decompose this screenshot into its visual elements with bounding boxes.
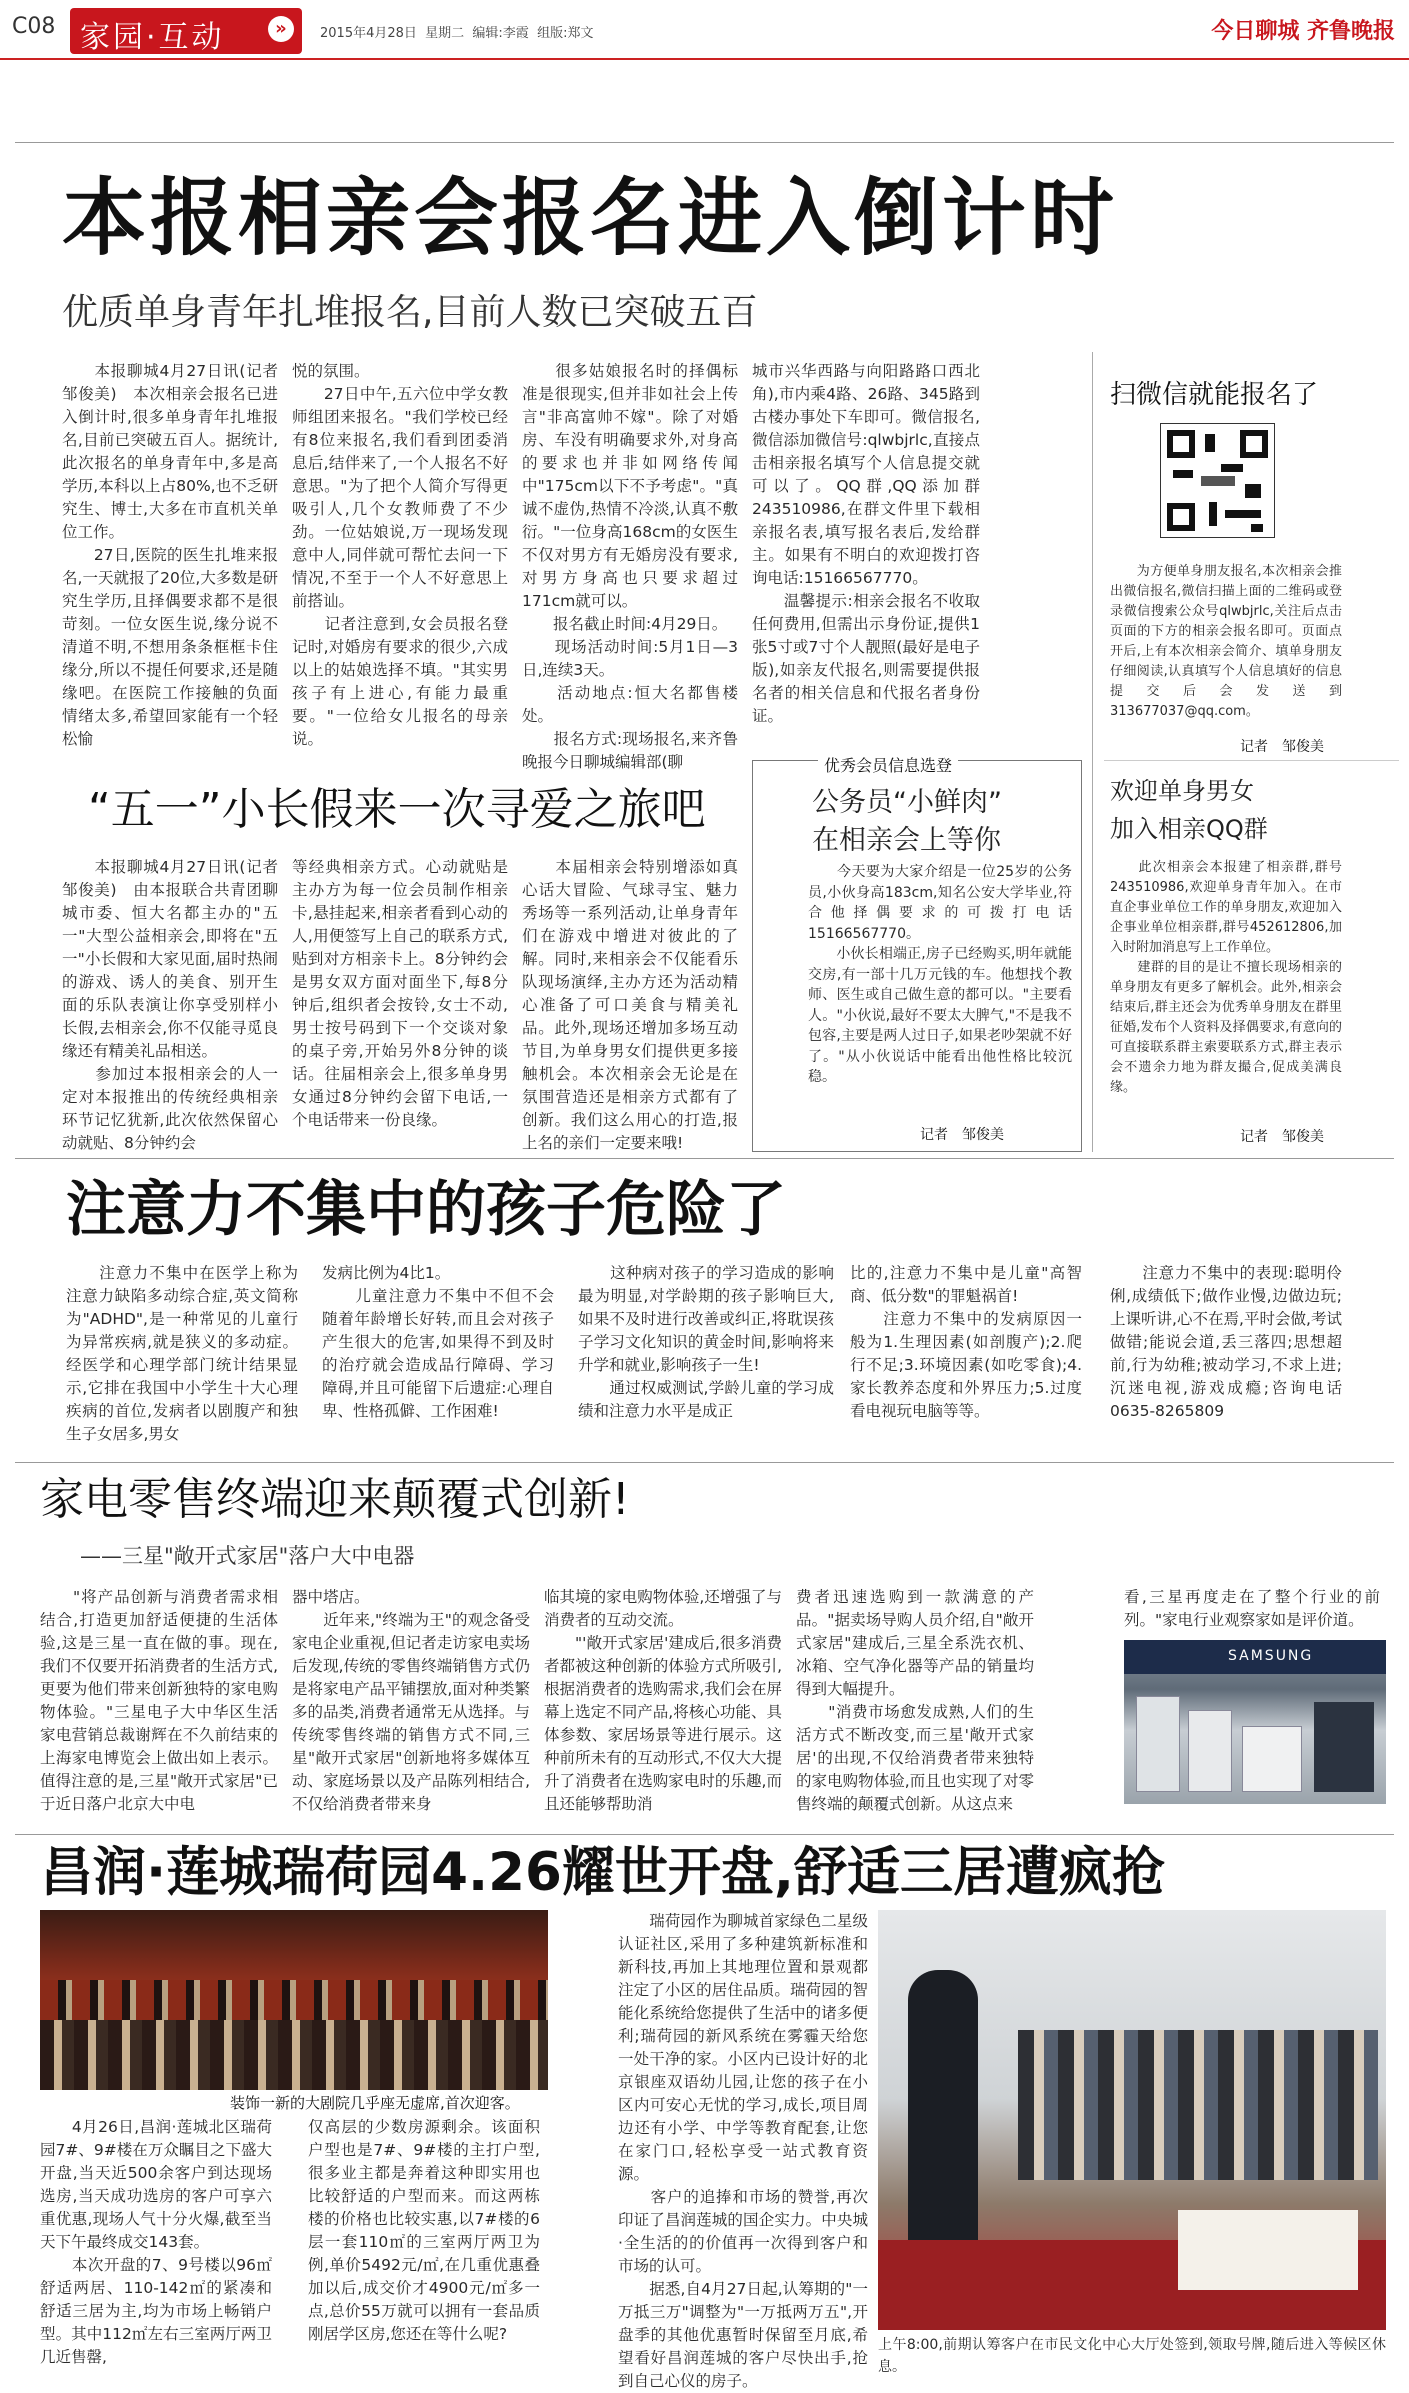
sidebar-rule <box>1092 352 1093 1152</box>
page-number: C08 <box>12 14 56 39</box>
caption-2: 上午8:00,前期认筹客户在市民文化中心大厅处签到,领取号牌,随后进入等候区休息。 <box>878 2337 1386 2375</box>
side2-byline: 记者 邹俊美 <box>1240 1129 1324 1145</box>
a4-col-3: 临其境的家电购物体验,还增强了与消费者的互动交流。 "'敞开式家居'建成后,很多消费者都被这种创新的体验方式所吸引,根据消费者的选购需求,我们会在屏幕上选定不同产品,将核心功能、具体参数、家居场景等进行展示。这种前所未有的互动形式,不仅大大提升了消费者在选购家电时的乐趣,而且还能够帮助消 <box>544 1588 782 1813</box>
side1-byline: 记者 邹俊美 <box>1240 739 1324 755</box>
side2-title: 欢迎单身男女 加入相亲QQ群 <box>1110 777 1268 843</box>
side1-body: 为方便单身朋友报名,本次相亲会推出微信报名,微信扫描上面的二维码或登录微信搜索公众号qlwbjrlc,关注后点击页面的下方的相亲会报名即可。页面点开后,上有本次相亲会简介、填单身朋友仔细阅读,认真填写个人信息填好的信息提交后会发送到313677037@qq.com。 <box>1110 564 1342 719</box>
side2-body: 此次相亲会本报建了相亲群,群号243510986,欢迎单身青年加入。在市直企事业单位工作的单身朋友,欢迎加入企事业单位相亲群,群号452612806,加入时附加消息写上工作单位。 建群的目的是让不擅长现场相亲的单身朋友有更多了解机会。此外,相亲会结束后,群主还会为优秀单身朋友在群里征婚,发布个人资料及择偶要求,有意向的可直接联系群主索要联系方式,群主表示会不遗余力地为群友撮合,促成美满良缘。 <box>1110 860 1342 1095</box>
headline-3: 注意力不集中的孩子危险了 <box>66 1175 786 1245</box>
a1-col-2: 悦的氛围。 27日中午,五六位中学女教师组团来报名。"我们学校已经有8位来报名,我们看到团委消息后,结伴来了,一个人报名不好意思。"为了把个人简介写得更吸引人,几个女教师费了不少劲。一位姑娘说,万一现场发现意中人,同伴就可帮忙去问一下情况,不至于一个人不好意思上前搭讪。 记者注意到,女会员报名登记时,对婚房有要求的很少,六成以上的姑娘选择不填。"其实男孩子有上进心,有能力最重要。"一位给女儿报名的母亲说。 <box>292 362 508 748</box>
a3-col-2: 发病比例为4比1。 儿童注意力不集中不但不会随着年龄增长好转,而且会对孩子产生很大的危害,如果得不到及时的治疗就会造成品行障碍、学习障碍,并且可能留下后遗症:心理自卑、性格孤僻、工作困难! <box>322 1264 554 1420</box>
theater-photo <box>40 1910 548 2090</box>
section-tag <box>70 8 302 54</box>
headline-1: 本报相亲会报名进入倒计时 <box>62 169 1119 267</box>
a4-col-4: 费者迅速选购到一款满意的产品。"据卖场导购人员介绍,自"敞开式家居"建成后,三星全系洗衣机、冰箱、空气净化器等产品的销量均得到大幅提升。 "消费市场愈发成熟,人们的生活方式不断改变,而三星'敞开式家居'的出现,不仅给消费者带来独特的家电购物体验,而且也实现了对零售终端的颠覆式创新。从这点来 <box>796 1588 1034 1813</box>
a5-col-3: 瑞荷园作为聊城首家绿色二星级认证社区,采用了多种建筑新标准和新科技,再加上其地理位置和景观都注定了小区的居住品质。瑞荷园的智能化系统给您提供了生活中的诸多便利;瑞荷园的新风系统在雾霾天给您一处干净的家。小区内已设计好的北京银座双语幼儿园,让您的孩子在小区内可安心无忧的学习,成长,项目周边还有小学、中学等教育配套,让您在家门口,轻松享受一站式教育资源。 客户的追捧和市场的赞誉,再次印证了昌润莲城的国企实力。中央城·全生活的的价值再一次得到客户和市场的认可。 据悉,自4月27日起,认筹期的"一万抵三万"调整为"一万抵两万五",开盘季的其他优惠暂时保留至月底,希望看好昌润莲城的客户尽快出手,抢到自己心仪的房子。 <box>618 1912 868 2390</box>
a3-col-3: 这种病对孩子的学习造成的影响最为明显,对学龄期的孩子影响巨大,如果不及时进行改善或纠正,将耽误孩子学习文化知识的黄金时间,影响将来升学和就业,影响孩子一生! 通过权威测试,学龄儿童的学习成绩和注意力水平是成正 <box>578 1264 834 1420</box>
subhead-4: ——三星"敞开式家居"落户大中电器 <box>80 1544 415 1568</box>
headline-5: 昌润·莲城瑞荷园4.26耀世开盘,舒适三居遭疯抢 <box>40 1842 1166 1903</box>
double-chevron-right-icon: » <box>268 16 294 42</box>
a2-col-3: 本届相亲会特别增添如真心话大冒险、气球寻宝、魅力秀场等一系列活动,让单身青年们在游戏中增进对彼此的了解。同时,来相亲会不仅能看乐队现场演绎,主办方还为活动精心准备了可口美食与精美礼品。此外,现场还增加多场互动节目,为单身男女们提供更多接触机会。本次相亲会无论是在氛围营造还是相亲方式都有了创新。我们这么用心的打造,报上名的亲们一定要来哦! <box>522 858 738 1152</box>
showroom-photo <box>1124 1640 1386 1804</box>
a5-col-1: 4月26日,昌润·莲城北区瑞荷园7#、9#楼在万众瞩目之下盛大开盘,当天近500余客户到达现场选房,当天成功选房的客户可享六重优惠,现场人气十分火爆,截至当天下午最终成交143套。 本次开盘的7、9号楼以96㎡舒适两居、110-142㎡的紧凑和舒适三居为主,均为市场上畅销户型。其中112㎡左右三室两厅两卫几近售罄, <box>40 2118 272 2366</box>
headline-2: “五一”小长假来一次寻爱之旅吧 <box>88 784 706 835</box>
box-body: 今天要为大家介绍是一位25岁的公务员,小伙身高183cm,知名公安大学毕业,符合他择偶要求的可拨打电话15166567770。 小伙长相端正,房子已经购买,明年就能交房,有一部十几万元钱的车。他想找个教师、医生或自己做生意的都可以。"主要看人。"小伙说,最好不要太大脾气,"不是我不包容,主要是两人过日子,如果老吵架就不好了。"从小伙说话中能看出他性格比较沉稳。 <box>808 864 1072 1085</box>
brand-logo: 今日聊城 齐鲁晚报 <box>1211 18 1395 44</box>
a4-col-5: 看,三星再度走在了整个行业的前列。"家电行业观察家如是评价道。 <box>1124 1588 1380 1629</box>
headline-4: 家电零售终端迎来颠覆式创新! <box>40 1474 630 1525</box>
divider <box>15 1834 1394 1835</box>
box-title: 公务员“小鲜肉” 在相亲会上等你 <box>812 787 1002 856</box>
samsung-sign: SAMSUNG <box>1228 1648 1314 1664</box>
divider <box>15 1462 1394 1463</box>
a4-col-1: "将产品创新与消费者需求相结合,打造更加舒适便捷的生活体验,这是三星一直在做的事。现在,我们不仅要开拓消费者的生活方式,更要为他们带来创新独特的家电购物体验。"三星电子大中华区生活家电营销总裁谢辉在不久前结束的上海家电博览会上做出如上表示。值得注意的是,三星"敞开式家居"已于近日落户北京大中电 <box>40 1588 278 1813</box>
section-title: 家园·互动 <box>80 20 225 55</box>
lobby-photo <box>878 1910 1386 2330</box>
a2-col-2: 等经典相亲方式。心动就贴是主办方为每一位会员制作相亲卡,悬挂起来,相亲者看到心动的人,用便签写上自己的联系方式,贴到对方相亲卡上。8分钟约会是男女双方面对面坐下,每8分钟后,组织者会按铃,女士不动,男士按号码到下一个交谈对象的桌子旁,开始另外8分钟的谈话。往届相亲会上,很多单身男女通过8分钟约会留下电话,一个电话带来一份良缘。 <box>292 858 508 1129</box>
divider <box>15 142 1394 143</box>
a1-col-1: 本报聊城4月27日讯(记者 邹俊美) 本次相亲会报名已进入倒计时,很多单身青年扎堆报名,目前已突破五百人。据统计,此次报名的单身青年中,多是高学历,本科以上占80%,也不乏研究生、博士,大多在市直机关单位工作。 27日,医院的医生扎堆来报名,一天就报了20位,大多数是研究生学历,且择偶要求都不是很苛刻。一位女医生说,缘分说不清道不明,不想用条条框框卡住缘分,所以不提任何要求,还是随缘吧。在医院工作接触的负面情绪太多,希望回家能有一个轻松愉 <box>62 362 278 748</box>
box-label: 优秀会员信息选登 <box>818 753 958 776</box>
subhead-1: 优质单身青年扎堆报名,目前人数已突破五百 <box>62 292 758 333</box>
a2-col-1: 本报聊城4月27日讯(记者 邹俊美) 由本报联合共青团聊城市委、恒大名都主办的"五一"大型公益相亲会,即将在"五一"小长假和大家见面,届时热闹的游戏、诱人的美食、别开生面的乐队表演让你享受别样小长假,去相亲会,你不仅能寻觅良缘还有精美礼品相送。 参加过本报相亲会的人一定对本报推出的传统经典相亲环节记忆犹新,此次依然保留心动就贴、8分钟约会 <box>62 858 278 1152</box>
divider <box>15 1158 1394 1159</box>
caption-1: 装饰一新的大剧院几乎座无虚席,首次迎客。 <box>230 2094 520 2112</box>
a3-col-4: 比的,注意力不集中是儿童"高智商、低分数"的罪魁祸首! 注意力不集中的发病原因一般为1.生理因素(如剖腹产);2.爬行不足;3.环境因素(如吃零食);4.家长教养态度和外界压力;5.过度看电视玩电脑等等。 <box>850 1264 1082 1420</box>
a1-col-3: 很多姑娘报名时的择偶标准是很现实,但并非如社会上传言"非高富帅不嫁"。除了对婚房、车没有明确要求外,对身高的要求也并非如网络传闻中"175cm以下不予考虑"。"真诚不虚伪,热情不冷淡,认真不敷衍。"一位身高168cm的女医生不仅对男方有无婚房没有要求,对男方身高也只要求超过171cm就可以。 报名截止时间:4月29日。 现场活动时间:5月1日—3日,连续3天。 活动地点:恒大名都售楼处。 报名方式:现场报名,来齐鲁晚报今日聊城编辑部(聊 <box>522 362 738 771</box>
qr-code-icon[interactable] <box>1160 423 1275 538</box>
a3-col-5: 注意力不集中的表现:聪明伶俐,成绩低下;做作业慢,边做边玩;上课听讲,心不在焉,平时会做,考试做错;能说会道,丢三落四;思想超前,行为幼稚;被动学习,不求上进;沉迷电视,游戏成瘾;咨询电话0635-8265809 <box>1110 1264 1342 1420</box>
a5-col-2: 仅高层的少数房源剩余。该面积户型也是7#、9#楼的主打户型,很多业主都是奔着这种即实用也比较舒适的户型而来。而这两栋楼的价格也比较实惠,以7#楼的6层一套110㎡的三室两厅两卫为例,单价5492元/㎡,在几重优惠叠加以后,成交价才4900元/㎡多一点,总价55万就可以拥有一套品质刚居学区房,您还在等什么呢? <box>308 2118 540 2343</box>
box-byline: 记者 邹俊美 <box>920 1127 1004 1143</box>
divider <box>1104 760 1399 761</box>
a1-col-4: 城市兴华西路与向阳路路口西北角),市内乘4路、26路、345路到古楼办事处下车即可。微信报名,微信添加微信号:qlwbjrlc,直接点击相亲报名填写个人信息提交就可以了。QQ群,QQ添加群243510986,在群文件里下载相亲报名表,填写报名表后,发给群主。如果有不明白的欢迎拨打咨询电话:15166567770。 温馨提示:相亲会报名不收取任何费用,但需出示身份证,提供1张5寸或7寸个人靓照(最好是电子版),如亲友代报名,则需要提供报名者的相关信息和代报名者身份证。 <box>752 362 980 725</box>
a4-col-2: 器中塔店。 近年来,"终端为王"的观念备受家电企业重视,但记者走访家电卖场后发现,传统的零售终端销售方式仍是将家电产品平铺摆放,面对种类繁多的品类,消费者通常无从选择。与传统零售终端的销售方式不同,三星"敞开式家居"创新地将多媒体互动、家庭场景以及产品陈列相结合,不仅给消费者带来身 <box>292 1588 530 1813</box>
a3-col-1: 注意力不集中在医学上称为注意力缺陷多动综合症,英文简称为"ADHD",是一种常见的儿童行为异常疾病,就是狭义的多动症。经医学和心理学部门统计结果显示,它排在我国中小学生十大心理疾病的首位,发病者以剧腹产和独生子女居多,男女 <box>66 1264 298 1443</box>
date-line: 2015年4月28日 星期二 编辑:李霞 组版:郑文 <box>320 26 594 41</box>
side1-title: 扫微信就能报名了 <box>1110 380 1319 410</box>
